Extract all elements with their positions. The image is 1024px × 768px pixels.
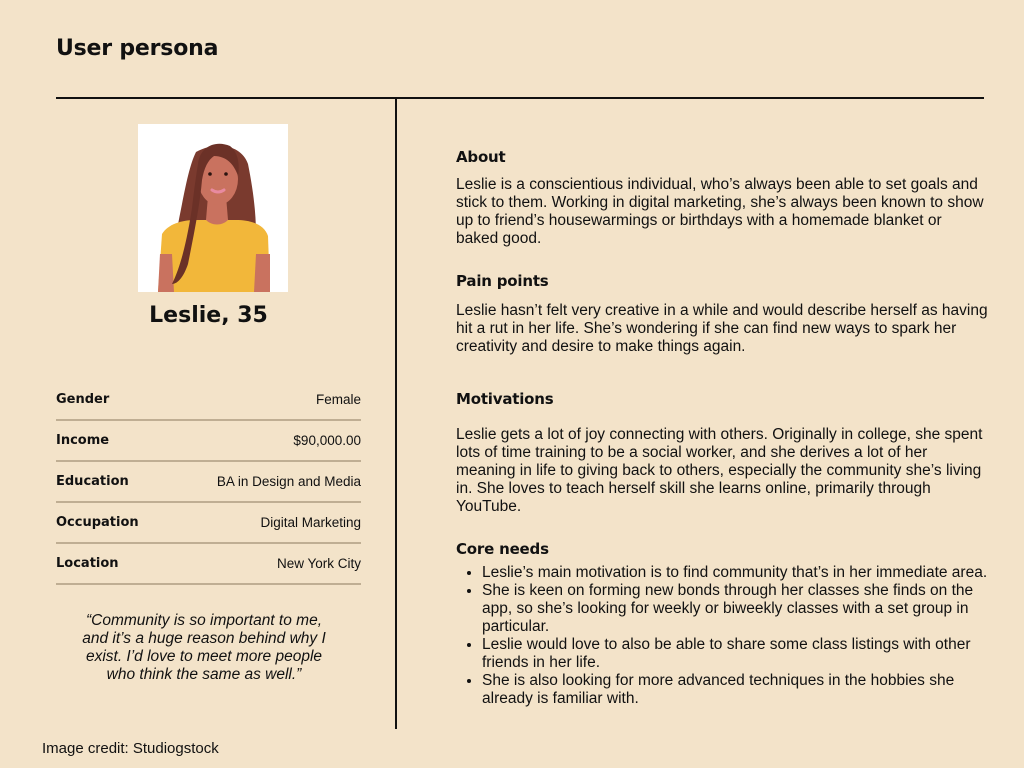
detail-value: New York City bbox=[276, 556, 361, 571]
detail-row-location bbox=[56, 544, 361, 585]
motivations-text: Leslie gets a lot of joy connecting with others. Originally in college, she spent lots of time training to be a social worker, and she derives a lot of her meaning in life to giving back to others, especially the community she’s living in. She loves to teach herself skill she learns online, primarily through YouTube. bbox=[456, 426, 983, 515]
motivations-heading: Motivations bbox=[456, 390, 554, 408]
persona-sections bbox=[456, 148, 988, 708]
list-item: • Leslie would love to also be able to share some class listings with other friends in her life. bbox=[482, 636, 988, 672]
pain-points-text: Leslie hasn’t felt very creative in a while and would describe herself as having hit a rut in her life. She’s wondering if she can find new ways to spark her creativity and desire to make things again. bbox=[456, 302, 988, 355]
list-item: • Leslie’s main motivation is to find community that’s in her immediate area. bbox=[482, 564, 988, 582]
column-divider bbox=[395, 98, 397, 729]
detail-value: BA in Design and Media bbox=[216, 474, 361, 489]
detail-row-occupation bbox=[56, 503, 361, 544]
detail-label: Location bbox=[56, 556, 119, 571]
detail-value: Digital Marketing bbox=[260, 515, 361, 530]
list-item: • She is keen on forming new bonds through her classes she finds on the app, so she’s looking for weekly or biweekly classes with a set group in particular. bbox=[482, 582, 988, 636]
about-text: Leslie is a conscientious individual, who’s always been able to set goals and stick to them. Working in digital marketing, she’s always been known to show up to friend’s housewarmings or birthdays with a homemade blanket or baked good. bbox=[456, 176, 984, 247]
detail-label: Occupation bbox=[56, 515, 139, 530]
core-needs-list bbox=[456, 564, 988, 708]
pain-points-heading: Pain points bbox=[456, 272, 549, 290]
detail-row-gender bbox=[56, 380, 361, 421]
detail-row-income bbox=[56, 421, 361, 462]
core-needs-heading: Core needs bbox=[456, 540, 549, 558]
detail-label: Gender bbox=[56, 392, 110, 407]
detail-value: $90,000.00 bbox=[293, 433, 361, 448]
detail-value: Female bbox=[315, 392, 361, 407]
detail-label: Income bbox=[56, 433, 110, 448]
header-divider bbox=[56, 97, 984, 99]
page-title: User persona bbox=[56, 36, 219, 61]
persona-name: Leslie, 35 bbox=[149, 303, 268, 328]
persona-details bbox=[56, 380, 361, 585]
list-item: • She is also looking for more advanced techniques in the hobbies she already is familiar with. bbox=[482, 672, 988, 708]
persona-avatar bbox=[138, 124, 288, 292]
about-heading: About bbox=[456, 148, 506, 166]
detail-row-education bbox=[56, 462, 361, 503]
persona-quote: “Community is so important to me, and it’s a huge reason behind why I exist. I’d love to meet more people who think the same as well.” bbox=[82, 612, 326, 683]
image-credit: Image credit: Studiogstock bbox=[42, 740, 219, 757]
persona-illustration bbox=[138, 124, 288, 292]
detail-label: Education bbox=[56, 474, 129, 489]
